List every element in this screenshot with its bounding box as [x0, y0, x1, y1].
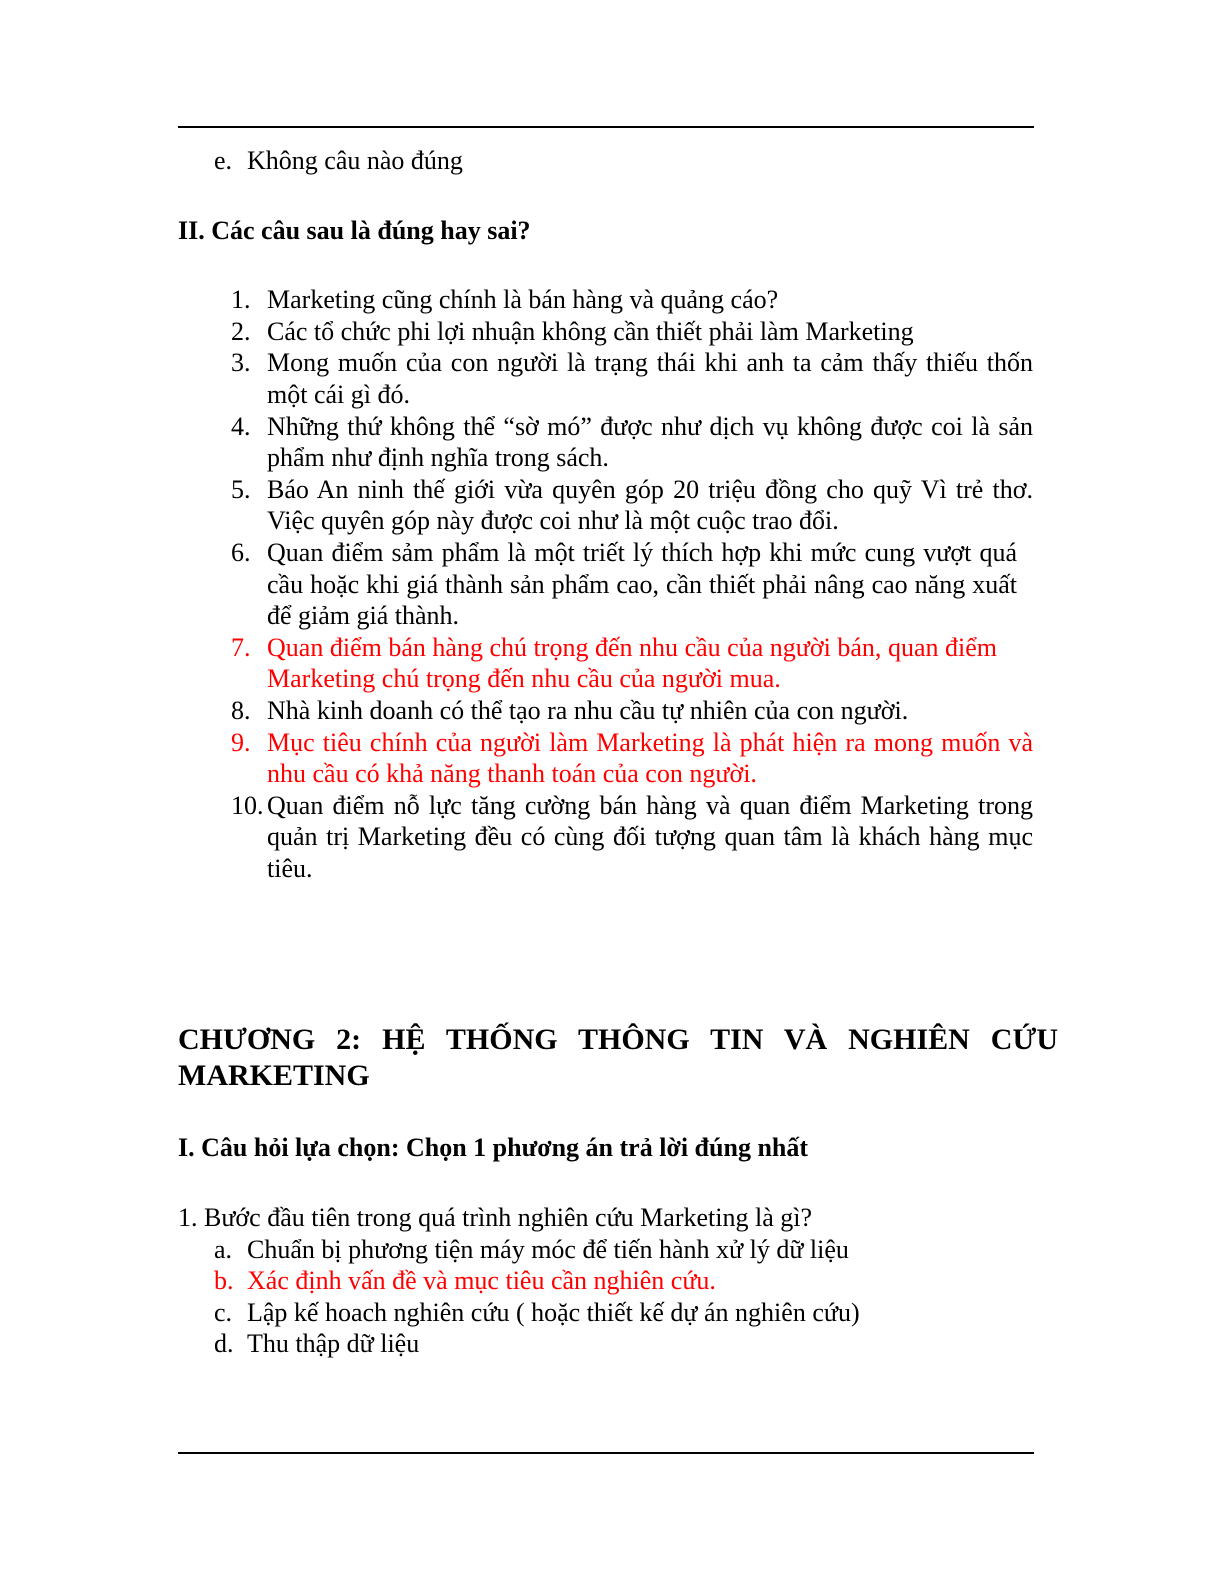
option-marker: b.	[214, 1266, 234, 1296]
question-number: 5.	[231, 474, 251, 504]
tf-question-6	[178, 537, 1058, 632]
tf-question-9	[178, 727, 1058, 790]
answer-option-c	[178, 1297, 1058, 1329]
section-heading-multiple-choice: I. Câu hỏi lựa chọn: Chọn 1 phương án trả lời đúng nhất	[178, 1133, 809, 1163]
question-number: 2.	[231, 316, 251, 346]
question-number: 7.	[231, 632, 251, 662]
question-number: 10.	[231, 790, 264, 820]
option-text: Xác định vấn đề và mục tiêu cần nghiên cứu.	[247, 1266, 716, 1296]
option-marker: d.	[214, 1329, 234, 1359]
tf-question-2	[178, 316, 1058, 348]
question-number: 4.	[231, 411, 251, 441]
answer-option-b	[178, 1265, 1058, 1297]
tf-question-7	[178, 632, 1058, 695]
question-text: Quan điểm bán hàng chú trọng đến nhu cầu của người bán, quan điểm Marketing chú trọng đến nhu cầu của người mua.	[267, 632, 997, 694]
option-text: Không câu nào đúng	[247, 146, 463, 175]
option-text: Lập kế hoach nghiên cứu ( hoặc thiết kế dự án nghiên cứu)	[247, 1297, 860, 1327]
chapter-title: CHƯƠNG 2: HỆ THỐNG THÔNG TIN VÀ NGHIÊN CỨU MARKETING	[178, 1023, 1058, 1093]
mc-options	[178, 1234, 1058, 1360]
tf-question-1	[178, 284, 1058, 316]
question-text: Marketing cũng chính là bán hàng và quảng cáo?	[267, 285, 779, 315]
question-number: 6.	[231, 537, 251, 567]
option-text: Chuẩn bị phương tiện máy móc để tiến hành xử lý dữ liệu	[247, 1234, 849, 1264]
section-heading-true-false: II. Các câu sau là đúng hay sai?	[178, 215, 531, 245]
tf-question-3	[178, 347, 1058, 410]
question-text: Báo An ninh thế giới vừa quyên góp 20 triệu đồng cho quỹ Vì trẻ thơ. Việc quyên góp này được coi như là một cuộc trao đổi.	[267, 474, 1033, 536]
option-marker: a.	[214, 1234, 233, 1264]
tf-question-8	[178, 695, 1058, 727]
mc-question-1: 1. Bước đầu tiên trong quá trình nghiên cứu Marketing là gì?	[178, 1203, 813, 1233]
option-marker: c.	[214, 1297, 233, 1327]
answer-option-e	[178, 145, 1058, 177]
header-rule	[178, 126, 1034, 128]
question-number: 9.	[231, 727, 251, 757]
tf-question-4	[178, 411, 1058, 474]
page-content	[178, 145, 1058, 1360]
footer-rule	[178, 1452, 1034, 1454]
question-text: Mục tiêu chính của người làm Marketing là phát hiện ra mong muốn và nhu cầu có khả năng thanh toán của con người.	[267, 727, 1033, 789]
true-false-list	[178, 284, 1058, 884]
option-marker: e.	[214, 146, 233, 175]
question-text: Nhà kinh doanh có thể tạo ra nhu cầu tự nhiên của con người.	[267, 695, 909, 725]
question-number: 8.	[231, 695, 251, 725]
answer-option-d	[178, 1328, 1058, 1360]
tf-question-5	[178, 474, 1058, 537]
option-text: Thu thập dữ liệu	[247, 1329, 420, 1359]
question-text: Mong muốn của con người là trạng thái khi anh ta cảm thấy thiếu thốn một cái gì đó.	[267, 348, 1033, 409]
question-text: Các tổ chức phi lợi nhuận không cần thiết phải làm Marketing	[267, 316, 914, 346]
answer-option-a	[178, 1234, 1058, 1266]
tf-question-10	[178, 790, 1058, 885]
question-text: Những thứ không thể “sờ mó” được như dịch vụ không được coi là sản phẩm như định nghĩa trong sách.	[267, 411, 1033, 473]
question-number: 1.	[231, 285, 251, 315]
question-number: 3.	[231, 348, 251, 378]
question-text: Quan điểm sảm phẩm là một triết lý thích hợp khi mức cung vượt quá cầu hoặc khi giá thành sản phẩm cao, cần thiết phải nâng cao năng xuất để giảm giá thành.	[267, 537, 1017, 631]
question-text: Quan điểm nỗ lực tăng cường bán hàng và quan điểm Marketing trong quản trị Marketing đều có cùng đối tượng quan tâm là khách hàng mục tiêu.	[267, 790, 1033, 883]
